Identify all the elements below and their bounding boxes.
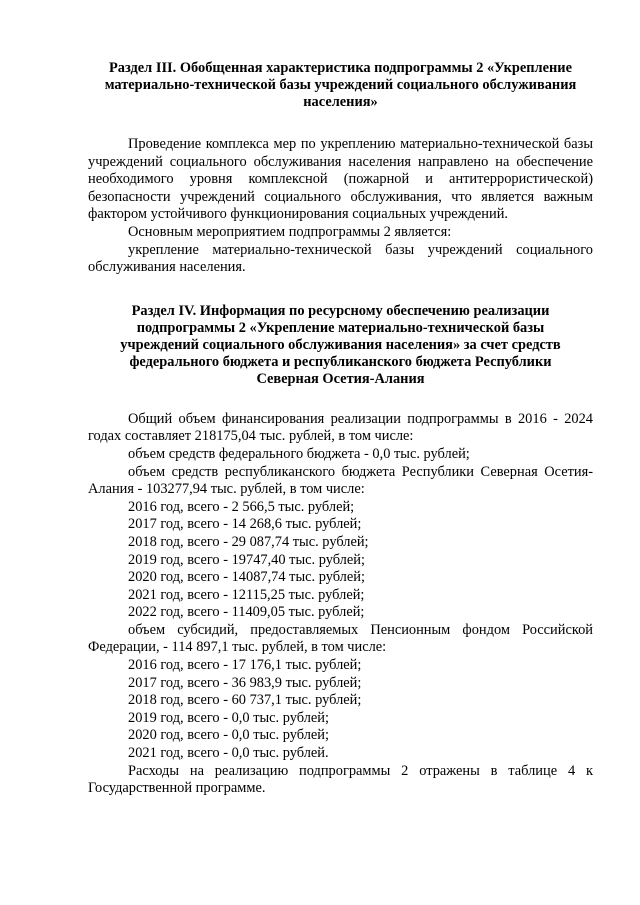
subsidies-paragraph: объем субсидий, предоставляемых Пенсионным фондом Российской Федерации, - 114 897,1 тыс. рублей, в том числе: — [88, 621, 593, 656]
subsidy-year-line: 2020 год, всего - 0,0 тыс. рублей; — [128, 727, 329, 744]
heading-line: Северная Осетия-Алания — [256, 370, 425, 387]
republican-year-line: 2019 год, всего - 19747,40 тыс. рублей; — [128, 551, 365, 568]
subsidy-year-line: 2018 год, всего - 60 737,1 тыс. рублей; — [128, 692, 362, 709]
heading-line: материально-технической базы учреждений социального обслуживания — [104, 77, 577, 93]
section-3-heading — [88, 60, 593, 111]
subsidy-year-line: 2019 год, всего - 0,0 тыс. рублей; — [128, 709, 329, 726]
closing-paragraph: Расходы на реализацию подпрограммы 2 отражены в таблице 4 к Государственной программе. — [88, 762, 593, 797]
republican-year-line: 2018 год, всего - 29 087,74 тыс. рублей; — [128, 533, 369, 550]
section-3-paragraph: Основным мероприятием подпрограммы 2 является: — [128, 223, 452, 240]
republican-year-line: 2016 год, всего - 2 566,5 тыс. рублей; — [128, 498, 355, 515]
subsidy-year-line: 2017 год, всего - 36 983,9 тыс. рублей; — [128, 674, 362, 691]
heading-line: федерального бюджета и республиканского бюджета Республики — [129, 353, 552, 370]
republican-year-line: 2022 год, всего - 11409,05 тыс. рублей; — [128, 604, 365, 621]
heading-line: населения» — [303, 94, 378, 110]
section-4-heading — [88, 303, 593, 388]
subsidy-year-line: 2021 год, всего - 0,0 тыс. рублей. — [128, 745, 329, 762]
heading-line: Раздел IV. Информация по ресурсному обеспечению реализации — [131, 302, 550, 319]
subsidy-year-line: 2016 год, всего - 17 176,1 тыс. рублей; — [128, 657, 362, 674]
republican-year-line: 2020 год, всего - 14087,74 тыс. рублей; — [128, 569, 365, 586]
document-page — [88, 60, 593, 798]
federal-budget-line: объем средств федерального бюджета - 0,0 тыс. рублей; — [128, 445, 470, 462]
section-3-paragraph: Проведение комплекса мер по укреплению материально-технической базы учреждений социального обслуживания населения направлено на обеспечение необходимого уровня комплексной (пожарной и антитеррористической) безопасности учреждений социального обслуживания, что является важным фактором устойчивого функционирования социальных учреждений. — [88, 136, 593, 223]
heading-line: Раздел III. Обобщенная характеристика подпрограммы 2 «Укрепление — [109, 60, 572, 76]
heading-line: учреждений социального обслуживания населения» за счет средств — [120, 336, 561, 353]
funding-intro: Общий объем финансирования реализации подпрограммы в 2016 - 2024 годах составляет 218175,04 тыс. рублей, в том числе: — [88, 410, 593, 445]
republican-year-line: 2021 год, всего - 12115,25 тыс. рублей; — [128, 586, 365, 603]
heading-line: подпрограммы 2 «Укрепление материально-технической базы — [136, 319, 545, 336]
republican-year-line: 2017 год, всего - 14 268,6 тыс. рублей; — [128, 516, 362, 533]
republican-budget-paragraph: объем средств республиканского бюджета Республики Северная Осетия-Алания - 103277,94 тыс. рублей, в том числе: — [88, 463, 593, 498]
section-3-paragraph: укрепление материально-технической базы учреждений социального обслуживания населения. — [88, 241, 593, 276]
